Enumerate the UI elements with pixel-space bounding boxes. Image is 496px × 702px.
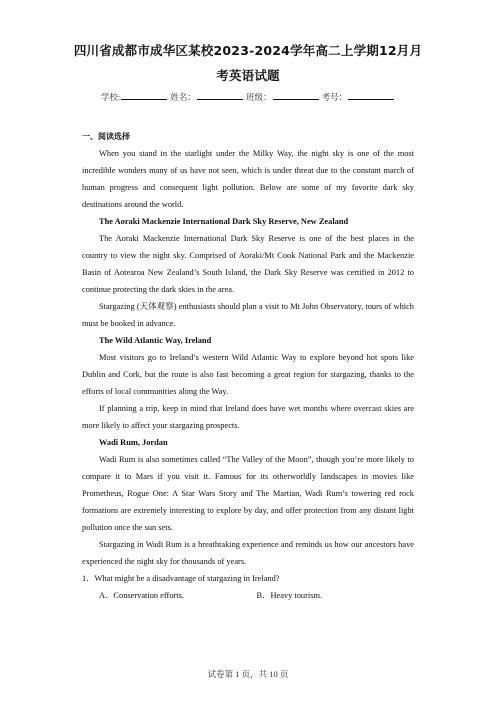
- paragraph: The Aoraki Mackenzie International Dark Sky Reserve is one of the best places in the country to view the night sky. Comprised of Aoraki/Mt Cook National Park and the Mackenzie Basin of Aotearoa New Zealand’s South Island, the Dark Sky Reserve was certified in 2012 to continue protecting the dark skies in the area.: [82, 234, 414, 294]
- page-footer: 试卷第 1 页，共 10 页: [207, 669, 289, 679]
- option-b: B．Heavy tourism.: [256, 591, 323, 600]
- section-heading: 一、阅读选择: [82, 132, 130, 141]
- class-label: 班级：: [245, 92, 272, 102]
- place-heading-jordan: Wadi Rum, Jordan: [99, 438, 168, 447]
- paragraph: Stargazing (天体观察) enthusiasts should plan a visit to Mt John Observatory, tours of which must be booked in advance.: [82, 302, 414, 328]
- intro-paragraph: When you stand in the starlight under the Milky Way, the night sky is one of the most incredible wonders many of us have not seen, which is under threat due to the constant march of human progress and consequent light pollution. Below are some of my favorite dark sky destinations around the world.: [82, 149, 414, 209]
- school-blank: [121, 90, 167, 100]
- class-blank: [273, 90, 319, 100]
- paragraph: If planning a trip, keep in mind that Ireland does have wet months where overcast skies are more likely to affect your stargazing prospects.: [82, 404, 414, 430]
- paragraph: Wadi Rum is also sometimes called “The Valley of the Moon”, though you’re more likely to compare it to Mars if you visit it. Famous for its otherworldly landscapes in movies like Prometheus, Rogue One: A Star Wars Story and The Martian, Wadi Rum’s towering red rock formations are extremely interesting to explore by day, and offer protection from any distant light pollution once the sun sets.: [82, 455, 414, 532]
- name-label: 姓名：: [170, 92, 196, 102]
- exam-number-label: 考号：: [321, 92, 348, 102]
- question-1: 1．What might be a disadvantage of stargazing in Ireland?: [82, 574, 280, 583]
- name-blank: [197, 90, 243, 100]
- question-1-options: [82, 587, 414, 604]
- student-info-line: [0, 90, 496, 104]
- paragraph: Stargazing in Wadi Rum is a breathtaking experience and reminds us how our ancestors have experienced the night sky for thousands of years.: [82, 540, 414, 566]
- place-heading-new-zealand: The Aoraki Mackenzie International Dark Sky Reserve, New Zealand: [99, 217, 349, 226]
- exam-title-line-2: 考英语试题: [216, 68, 280, 83]
- exam-title-line-1: 四川省成都市成华区某校2023-2024学年高二上学期12月月: [73, 43, 423, 58]
- exam-number-blank: [348, 90, 394, 100]
- paragraph: Most visitors go to Ireland’s western Wild Atlantic Way to explore beyond hot spots like Dublin and Cork, but the route is also fast becoming a great region for stargazing, thanks to the efforts of local communities along the Way.: [82, 353, 414, 396]
- school-label: 学校:: [100, 92, 121, 102]
- reading-section: [82, 126, 414, 604]
- place-heading-ireland: The Wild Atlantic Way, Ireland: [99, 336, 212, 345]
- option-a: A．Conservation efforts.: [99, 591, 184, 600]
